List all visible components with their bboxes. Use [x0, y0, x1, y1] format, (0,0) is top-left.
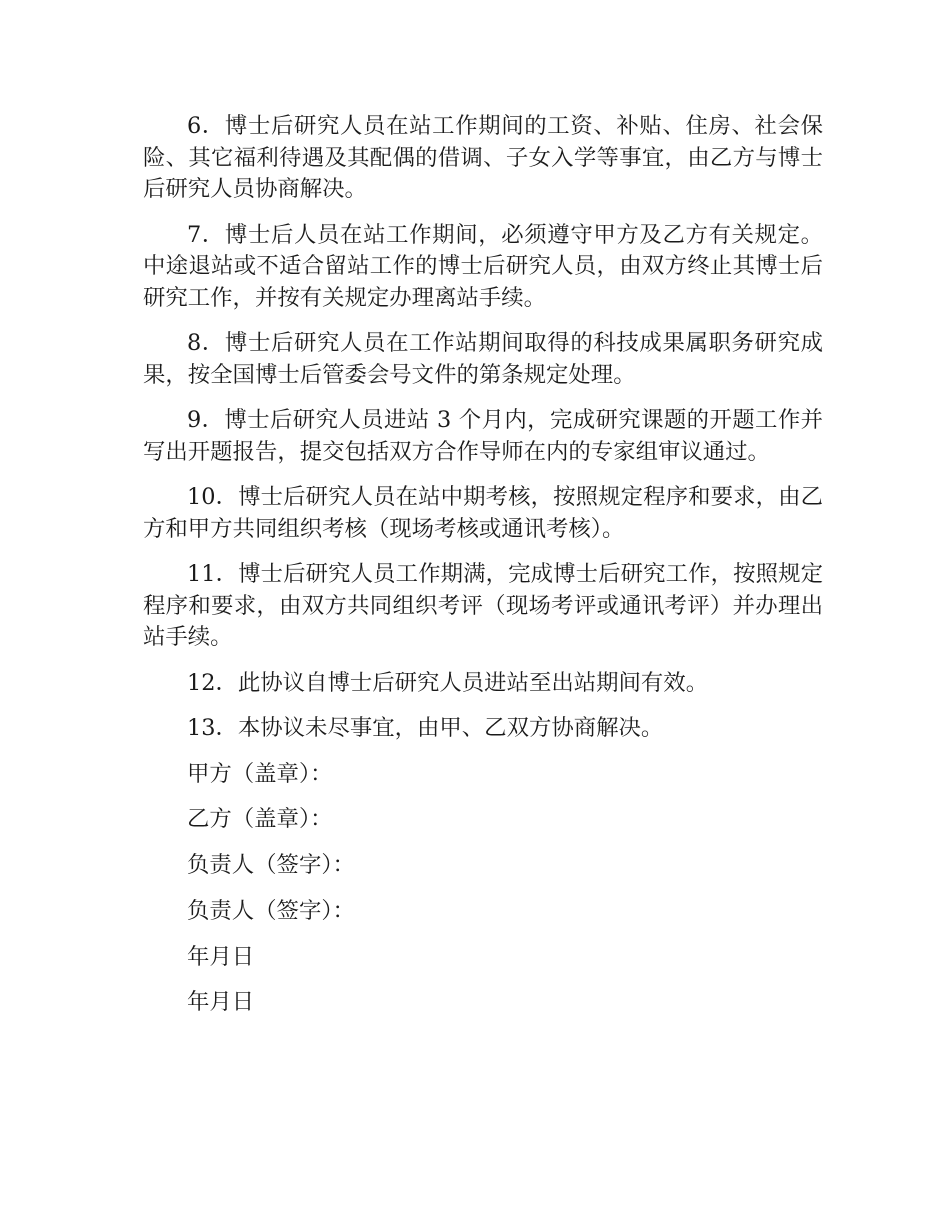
party-b-seal-line: 乙方（盖章）： [187, 806, 333, 833]
party-a-seal-line: 甲方（盖章）： [187, 760, 333, 787]
party-b-signer-line: 负责人（签字）： [187, 897, 355, 924]
clause-8: 8．博士后研究人员在工作站期间取得的科技成果属职务研究成果，按全国博士后管委会号文件的第条规定处理。 [143, 330, 823, 388]
clause-12: 12．此协议自博士后研究人员进站至出站期间有效。 [187, 669, 709, 696]
party-a-signer-line: 负责人（签字）： [187, 852, 355, 879]
clause-6: 6．博士后研究人员在站工作期间的工资、补贴、住房、社会保险、其它福利待遇及其配偶的借调、子女入学等事宜，由乙方与博士后研究人员协商解决。 [143, 113, 823, 202]
clause-13: 13．本协议未尽事宜，由甲、乙双方协商解决。 [187, 715, 664, 741]
clause-11: 11．博士后研究人员工作期满，完成博士后研究工作，按照规定程序和要求，由双方共同组织考评（现场考评或通讯考评）并办理出站手续。 [143, 561, 823, 650]
party-a-date-line: 年月日 [187, 943, 255, 970]
clause-10: 10．博士后研究人员在站中期考核，按照规定程序和要求，由乙方和甲方共同组织考核（现场考核或通讯考核）。 [143, 484, 823, 542]
clause-7: 7．博士后人员在站工作期间，必须遵守甲方及乙方有关规定。中途退站或不适合留站工作的博士后研究人员，由双方终止其博士后研究工作，并按有关规定办理离站手续。 [143, 221, 823, 311]
signature-block [143, 759, 823, 1019]
party-b-date-line: 年月日 [187, 989, 255, 1016]
document-page [143, 111, 823, 1033]
clause-9: 9．博士后研究人员进站 3 个月内，完成研究课题的开题工作并写出开题报告，提交包括双方合作导师在内的专家组审议通过。 [143, 407, 823, 465]
